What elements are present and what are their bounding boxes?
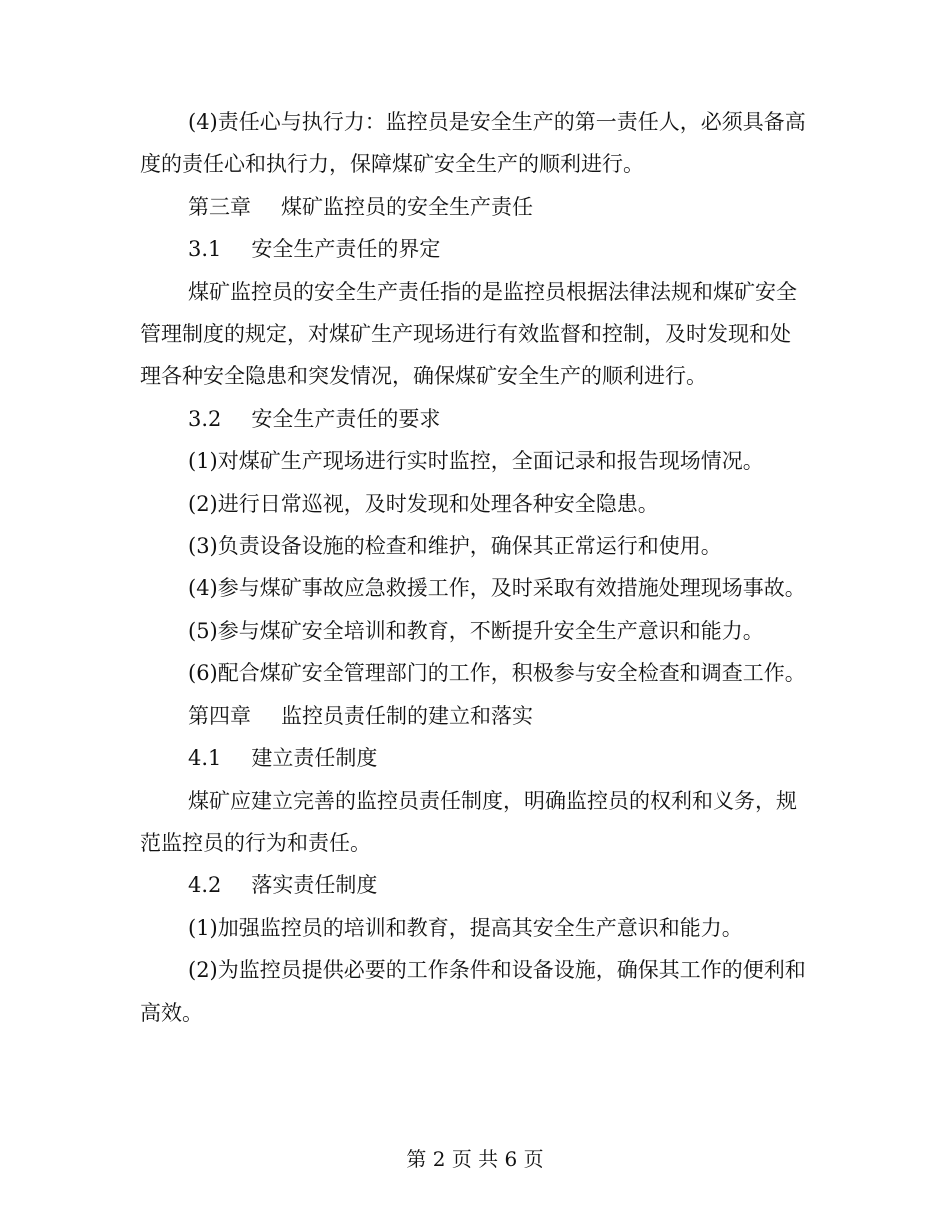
chapter-heading — [140, 695, 810, 737]
list-item: (2)进行日常巡视，及时发现和处理各种安全隐患。 — [188, 491, 659, 516]
list-item: (1)对煤矿生产现场进行实时监控，全面记录和报告现场情况。 — [188, 449, 764, 474]
section-number: 3.2 — [188, 406, 222, 431]
section-heading — [140, 864, 810, 906]
paragraph: (4)责任心与执行力：监控员是安全生产的第一责任人，必须具备高度的责任心和执行力，保障煤矿安全生产的顺利进行。 — [140, 110, 806, 177]
chapter-title: 监控员责任制的建立和落实 — [281, 703, 533, 728]
paragraph: 煤矿监控员的安全生产责任指的是监控员根据法律法规和煤矿安全管理制度的规定，对煤矿生产现场进行有效监督和控制，及时发现和处理各种安全隐患和突发情况，确保煤矿安全生产的顺利进行。 — [140, 279, 797, 389]
section-heading — [140, 737, 810, 779]
list-item: (3)负责设备设施的检查和维护，确保其正常运行和使用。 — [188, 534, 722, 559]
page-number: 第 2 页 共 6 页 — [406, 1147, 544, 1171]
list-item: (5)参与煤矿安全培训和教育，不断提升安全生产意识和能力。 — [188, 618, 764, 643]
section-number: 4.2 — [188, 873, 222, 898]
section-number: 3.1 — [188, 237, 222, 262]
chapter-heading — [140, 186, 810, 228]
list-item: (2)为监控员提供必要的工作条件和设备设施，确保其工作的便利和高效。 — [140, 958, 806, 1025]
paragraph: 煤矿应建立完善的监控员责任制度，明确监控员的权利和义务，规范监控员的行为和责任。 — [140, 788, 797, 855]
list-item: (1)加强监控员的培训和教育，提高其安全生产意识和能力。 — [188, 915, 743, 940]
section-title: 安全生产责任的要求 — [251, 406, 441, 431]
section-title: 建立责任制度 — [251, 746, 378, 771]
list-item: (6)配合煤矿安全管理部门的工作，积极参与安全检查和调查工作。 — [188, 661, 806, 686]
chapter-title: 煤矿监控员的安全生产责任 — [281, 194, 533, 219]
document-body — [140, 101, 810, 1034]
chapter-number: 第三章 — [188, 194, 251, 219]
list-item: (4)参与煤矿事故应急救援工作，及时采取有效措施处理现场事故。 — [188, 576, 806, 601]
section-heading — [140, 398, 810, 440]
section-number: 4.1 — [188, 746, 222, 771]
section-title: 安全生产责任的界定 — [251, 237, 441, 262]
section-title: 落实责任制度 — [251, 873, 378, 898]
page-footer — [0, 1144, 950, 1174]
section-heading — [140, 228, 810, 270]
chapter-number: 第四章 — [188, 703, 251, 728]
